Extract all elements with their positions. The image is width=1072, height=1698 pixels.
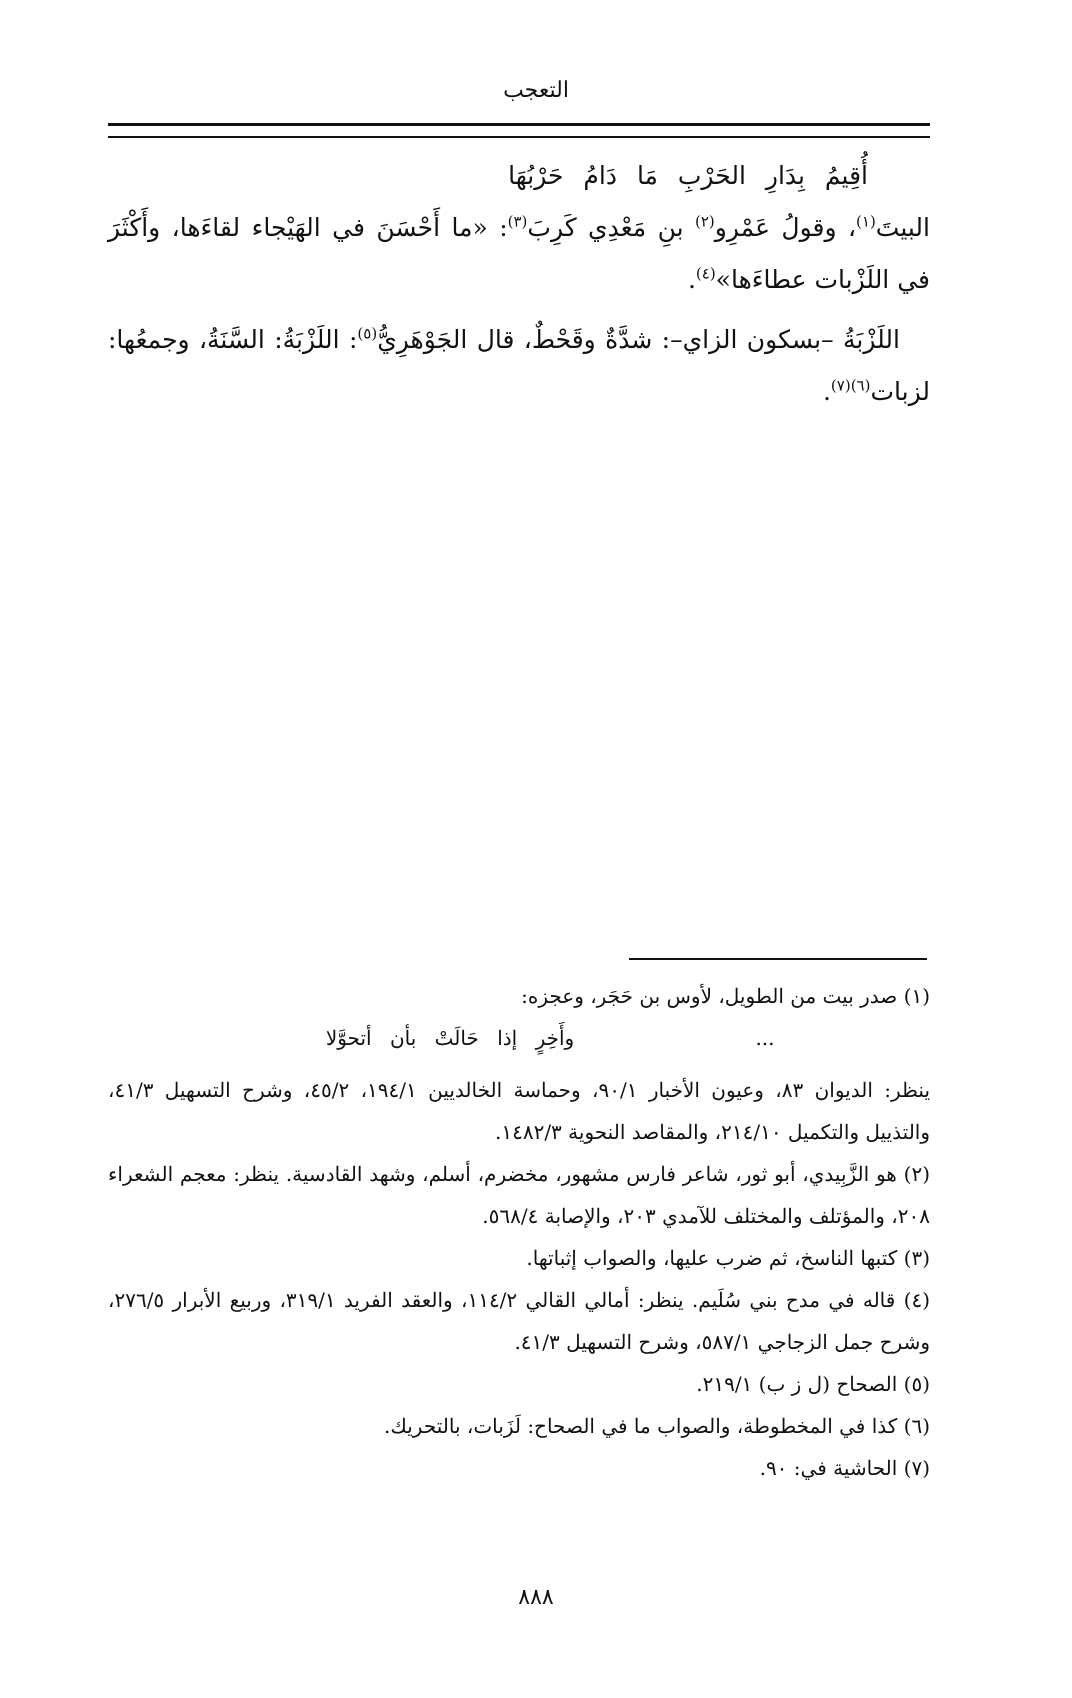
text-run: : اللَزْبَةُ: السَّنَةُ، وجمعُها: لزبات <box>108 325 930 406</box>
paragraph-1 <box>108 202 930 306</box>
footnote-ref-3[interactable]: (٣) <box>507 212 528 231</box>
text-run: البيتَ <box>875 213 930 242</box>
verse-first-hemistich: ... <box>755 1026 775 1050</box>
footnote-ref-5[interactable]: (٥) <box>357 324 378 343</box>
footnote-separator <box>629 958 927 960</box>
text-run: . <box>687 265 696 294</box>
footnote-ref-4[interactable]: (٤) <box>695 264 716 283</box>
main-text <box>108 150 930 418</box>
text-run: بنِ مَعْدِي كَرِبَ <box>527 213 695 242</box>
footnote-2: (٢) هو الزَّبِيدي، أبو ثور، شاعر فارس مشهور، مخضرم، أسلم، وشهد القادسية. ينظر: معجم الشعراء ٢٠٨، والمؤتلف والمختلف للآمدي ٢٠٣، والإصابة ٥٦٨/٤. <box>108 1162 930 1228</box>
verse-line: أُقِيمُ بِدَارِ الحَرْبِ مَا دَامُ حَرْبُهَا <box>508 161 868 190</box>
text-run: اللَزْبَةُ –بسكون الزاي–: شدَّةٌ وقَحْطٌ، قال الجَوْهَرِيُّ <box>377 325 900 354</box>
header-rule-thin <box>108 136 930 138</box>
footnote-ref-6[interactable]: (٦) <box>850 376 871 395</box>
text-run: . <box>822 377 831 406</box>
footnote-ref-2[interactable]: (٢) <box>695 212 715 231</box>
footnote-4: (٤) قاله في مدح بني سُلَيم. ينظر: أمالي القالي ١١٤/٢، والعقد الفريد ٣١٩/١، وربيع الأبرار ٢٧٦/٥، وشرح جمل الزجاجي ٥٨٧/١، وشرح التسهيل ٤١/٣. <box>108 1288 931 1354</box>
header-rule-thick <box>108 123 930 126</box>
footnotes-section <box>108 975 930 1489</box>
paragraph-2 <box>108 314 930 418</box>
footnote-6: (٦) كذا في المخطوطة، والصواب ما في الصحاح: لَزَبات، بالتحريك. <box>384 1414 930 1438</box>
footnote-1-references: ينظر: الديوان ٨٣، وعيون الأخبار ٩٠/١، وحماسة الخالديين ١٩٤/١، ٤٥/٢، وشرح التسهيل ٤١/٣، والتذييل والتكميل ٢١٤/١٠، والمقاصد النحوية ١٤٨٢/٣. <box>108 1078 931 1144</box>
page-number: ٨٨٨ <box>518 1585 554 1610</box>
verse-second-hemistich: وأَخِرٍ إذا حَالَتْ بأن أتحوَّلا <box>325 1026 575 1050</box>
footnote-7: (٧) الحاشية في: ٩٠. <box>759 1456 930 1480</box>
footnote-1-verse <box>108 1017 930 1069</box>
footnote-5: (٥) الصحاح (ل ز ب) ٢١٩/١. <box>696 1372 930 1396</box>
text-run: : «ما أَحْسَنَ في الهَيْجاء لقاءَها، وأَكْثَرَ في اللَزْبات عطاءَها» <box>108 213 930 294</box>
text-run: ، وقولُ عَمْرِو <box>714 213 857 242</box>
footnote-ref-1[interactable]: (١) <box>856 212 876 231</box>
footnote-ref-7[interactable]: (٧) <box>830 376 851 395</box>
footnote-1: (١) صدر بيت من الطويل، لأوس بن حَجَر، وعجزه: <box>521 984 930 1008</box>
footnote-3: (٣) كتبها الناسخ، ثم ضرب عليها، والصواب إثباتها. <box>526 1246 930 1270</box>
running-title: التعجب <box>503 78 569 103</box>
